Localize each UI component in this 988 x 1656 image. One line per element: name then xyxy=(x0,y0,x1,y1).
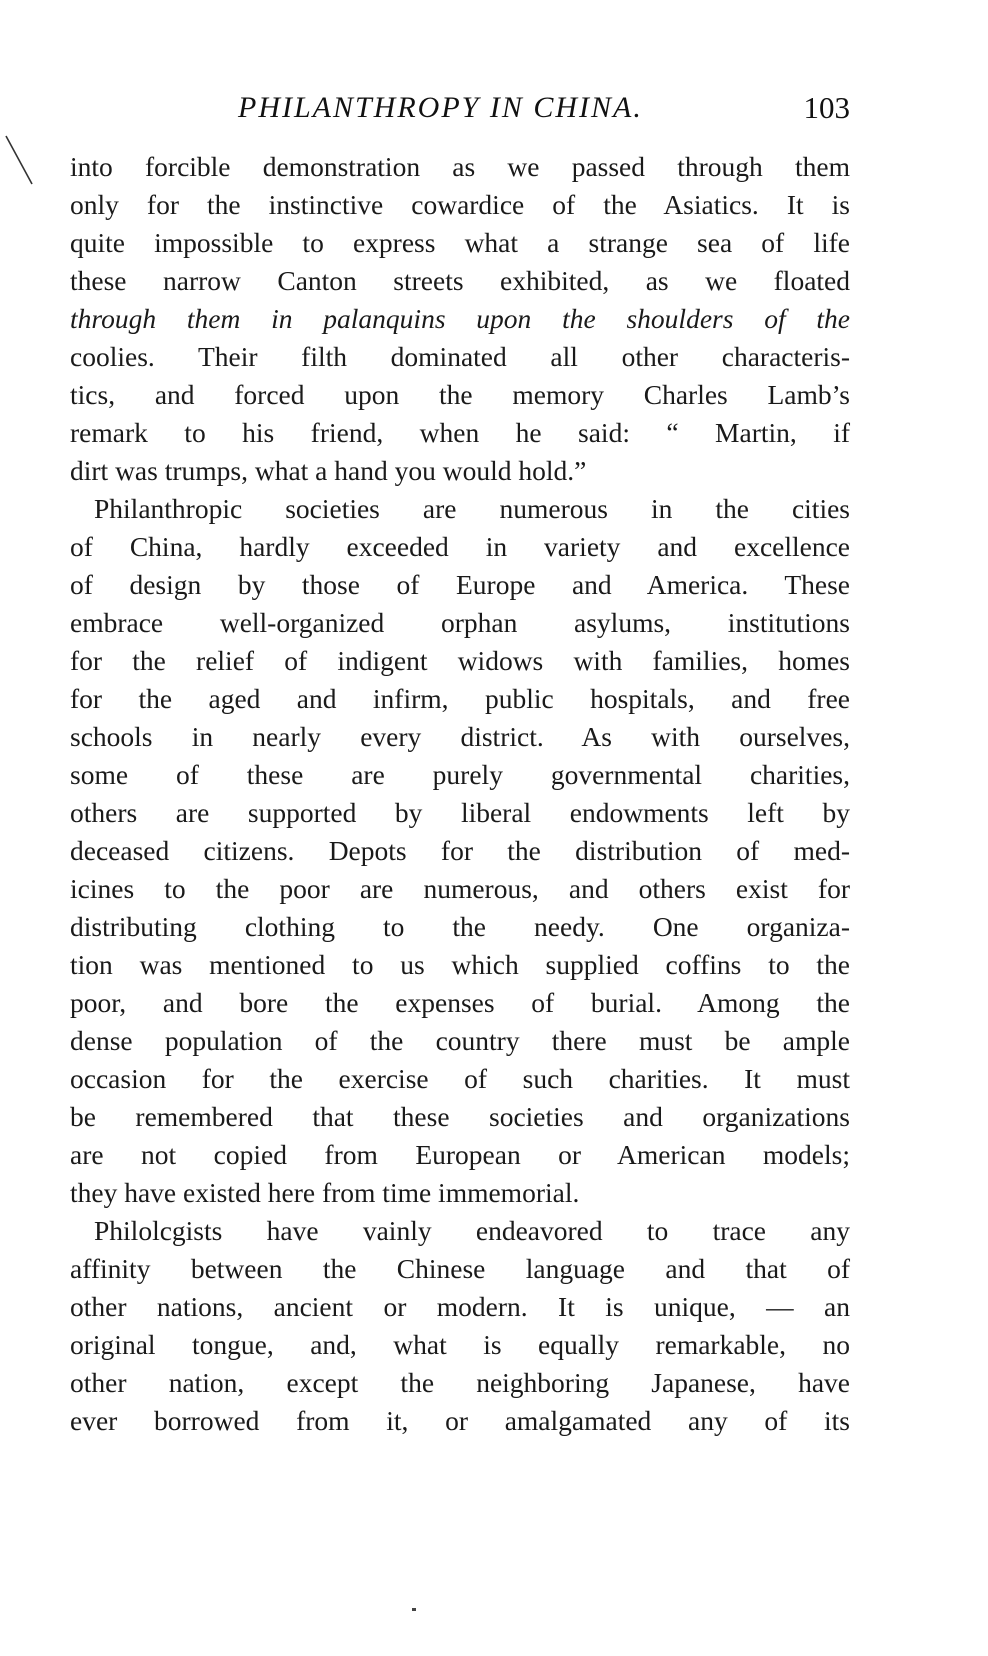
text-line: affinity between the Chinese language and that of xyxy=(70,1253,850,1284)
text-line: coolies. Their filth dominated all other characteris- xyxy=(70,341,850,372)
paragraph-2 xyxy=(70,490,850,1212)
text-line: distributing clothing to the needy. One organiza- xyxy=(70,911,850,942)
running-title: PHILANTHROPY IN CHINA. xyxy=(238,91,643,124)
text-line: are not copied from European or American models; xyxy=(70,1139,850,1170)
text-line: through them in palanquins upon the shoulders of the xyxy=(70,303,850,334)
text-line: into forcible demonstration as we passed through them xyxy=(70,151,850,182)
text-line: tion was mentioned to us which supplied coffins to the xyxy=(70,949,850,980)
text-line: poor, and bore the expenses of burial. Among the xyxy=(70,987,850,1018)
text-line: deceased citizens. Depots for the distribution of med- xyxy=(70,835,850,866)
body-text xyxy=(70,148,850,1440)
text-line: icines to the poor are numerous, and others exist for xyxy=(70,873,850,904)
text-line: some of these are purely governmental charities, xyxy=(70,759,850,790)
text-line: for the aged and infirm, public hospitals, and free xyxy=(70,683,850,714)
text-line: they have existed here from time immemorial. xyxy=(70,1177,580,1208)
page-number: 103 xyxy=(803,90,850,125)
page-speck xyxy=(412,1608,416,1611)
paragraph-1 xyxy=(70,148,850,490)
text-line: other nation, except the neighboring Japanese, have xyxy=(70,1367,850,1398)
text-line: dirt was trumps, what a hand you would hold.” xyxy=(70,455,587,486)
text-line: be remembered that these societies and organizations xyxy=(70,1101,850,1132)
margin-pencil-mark xyxy=(4,134,36,190)
text-line: Philolcgists have vainly endeavored to trace any xyxy=(94,1215,850,1246)
text-line: other nations, ancient or modern. It is unique, — an xyxy=(70,1291,850,1322)
paragraph-3 xyxy=(70,1212,850,1440)
text-line: quite impossible to express what a strange sea of life xyxy=(70,227,850,258)
text-line: dense population of the country there must be ample xyxy=(70,1025,850,1056)
text-line: others are supported by liberal endowments left by xyxy=(70,797,850,828)
text-line: only for the instinctive cowardice of the Asiatics. It is xyxy=(70,189,850,220)
text-line: of design by those of Europe and America. These xyxy=(70,569,850,600)
text-line: occasion for the exercise of such charities. It must xyxy=(70,1063,850,1094)
text-line: original tongue, and, what is equally remarkable, no xyxy=(70,1329,850,1360)
text-line: for the relief of indigent widows with families, homes xyxy=(70,645,850,676)
text-line: remark to his friend, when he said: “ Martin, if xyxy=(70,417,850,448)
page-header xyxy=(70,86,850,130)
text-line: these narrow Canton streets exhibited, as we floated xyxy=(70,265,850,296)
text-line: embrace well-organized orphan asylums, institutions xyxy=(70,607,850,638)
text-line: tics, and forced upon the memory Charles Lamb’s xyxy=(70,379,850,410)
text-line: of China, hardly exceeded in variety and excellence xyxy=(70,531,850,562)
text-line: Philanthropic societies are numerous in the cities xyxy=(94,493,850,524)
text-line: ever borrowed from it, or amalgamated any of its xyxy=(70,1405,850,1436)
text-line: schools in nearly every district. As with ourselves, xyxy=(70,721,850,752)
